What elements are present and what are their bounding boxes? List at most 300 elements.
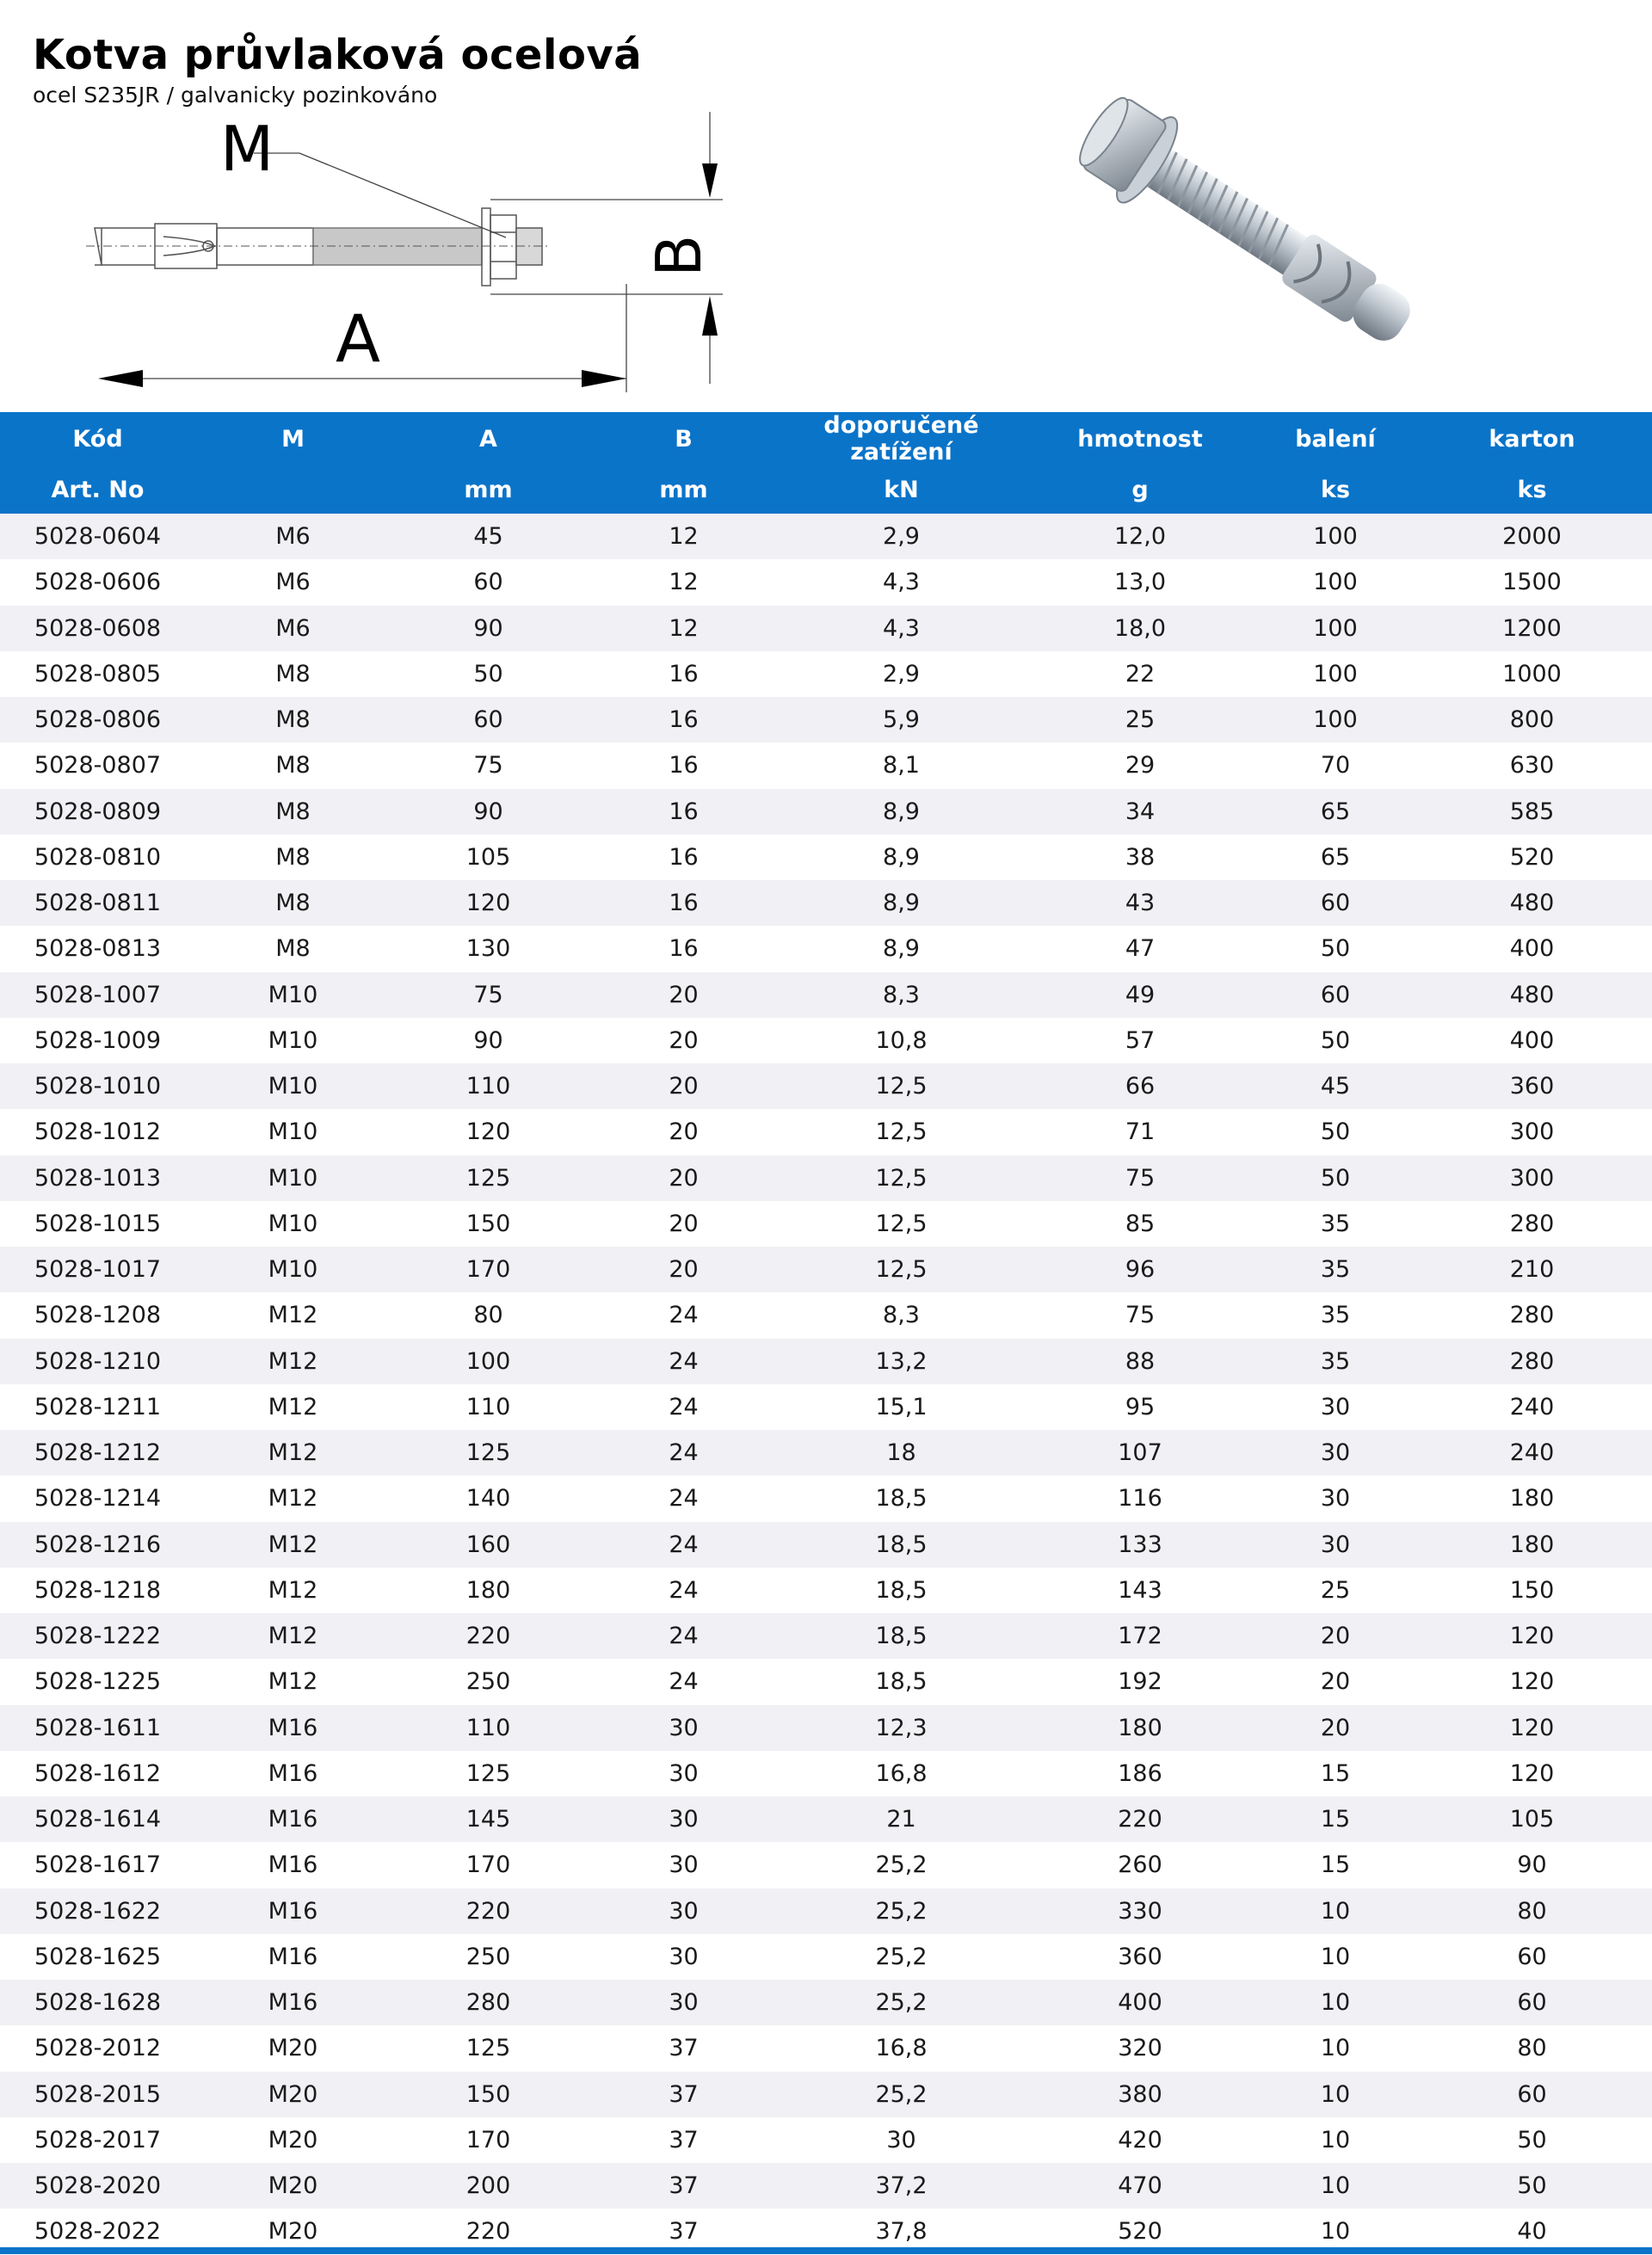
cell-packing: 35 bbox=[1320, 1347, 1351, 1375]
cell-weight: 520 bbox=[1118, 2218, 1162, 2246]
cell-packing: 20 bbox=[1320, 1623, 1351, 1650]
cell-carton: 105 bbox=[1509, 1806, 1555, 1833]
cell-weight: 38 bbox=[1125, 843, 1156, 871]
cell-load: 12,5 bbox=[875, 1073, 928, 1100]
cell-load: 4,3 bbox=[883, 614, 920, 642]
cell-carton: 1500 bbox=[1502, 569, 1562, 596]
cell-packing: 35 bbox=[1320, 1302, 1351, 1329]
table-row bbox=[0, 606, 1652, 651]
diagram-label-a: A bbox=[336, 300, 380, 377]
cell-a: 80 bbox=[473, 1302, 503, 1329]
cell-weight: 29 bbox=[1125, 752, 1156, 779]
cell-code: 5028-1218 bbox=[34, 1576, 162, 1604]
cell-carton: 585 bbox=[1509, 798, 1555, 825]
cell-b: 24 bbox=[669, 1576, 699, 1604]
table-row bbox=[0, 1201, 1652, 1247]
header-b-unit: mm bbox=[659, 476, 708, 503]
cell-b: 30 bbox=[669, 1759, 699, 1787]
cell-b: 16 bbox=[669, 890, 699, 917]
table-row bbox=[0, 972, 1652, 1018]
cell-weight: 88 bbox=[1125, 1347, 1156, 1375]
table-row bbox=[0, 1659, 1652, 1704]
cell-m: M6 bbox=[275, 614, 311, 642]
cell-a: 180 bbox=[465, 1576, 511, 1604]
cell-load: 25,2 bbox=[875, 1989, 928, 2017]
cell-load: 37,2 bbox=[875, 2172, 928, 2200]
cell-a: 125 bbox=[465, 2035, 511, 2062]
header-row-top bbox=[0, 412, 1652, 465]
cell-packing: 10 bbox=[1320, 2080, 1351, 2108]
table-row bbox=[0, 1705, 1652, 1751]
header-m-unit bbox=[195, 465, 391, 514]
cell-load: 18,5 bbox=[875, 1668, 928, 1696]
cell-a: 90 bbox=[473, 798, 503, 825]
cell-b: 24 bbox=[669, 1531, 699, 1558]
cell-a: 220 bbox=[465, 1623, 511, 1650]
cell-carton: 1000 bbox=[1502, 660, 1562, 687]
header-weight-unit: g bbox=[1131, 476, 1149, 503]
cell-weight: 172 bbox=[1118, 1623, 1162, 1650]
header-load: doporučené zatížení bbox=[823, 412, 979, 465]
cell-carton: 50 bbox=[1517, 2172, 1547, 2200]
cell-weight: 96 bbox=[1125, 1256, 1156, 1284]
cell-a: 150 bbox=[465, 2080, 511, 2108]
cell-code: 5028-2020 bbox=[34, 2172, 162, 2200]
cell-packing: 30 bbox=[1320, 1531, 1351, 1558]
cell-code: 5028-0810 bbox=[34, 843, 162, 871]
cell-b: 30 bbox=[669, 1989, 699, 2017]
cell-packing: 50 bbox=[1320, 935, 1351, 963]
page-subtitle: ocel S235JR / galvanicky pozinkováno bbox=[33, 83, 438, 108]
table-row bbox=[0, 789, 1652, 835]
cell-m: M16 bbox=[268, 1851, 318, 1879]
table-row bbox=[0, 1476, 1652, 1521]
cell-m: M16 bbox=[268, 1943, 318, 1970]
cell-a: 110 bbox=[465, 1714, 511, 1741]
cell-weight: 75 bbox=[1125, 1164, 1156, 1192]
cell-load: 8,1 bbox=[883, 752, 920, 779]
cell-a: 45 bbox=[473, 523, 503, 551]
cell-code: 5028-1012 bbox=[34, 1118, 162, 1146]
cell-weight: 143 bbox=[1118, 1576, 1162, 1604]
cell-weight: 12,0 bbox=[1113, 523, 1167, 551]
cell-packing: 100 bbox=[1313, 660, 1358, 687]
cell-weight: 85 bbox=[1125, 1210, 1156, 1237]
cell-weight: 260 bbox=[1118, 1851, 1162, 1879]
cell-code: 5028-0807 bbox=[34, 752, 162, 779]
cell-a: 280 bbox=[465, 1989, 511, 2017]
cell-m: M12 bbox=[268, 1531, 318, 1558]
table-row bbox=[0, 2117, 1652, 2163]
cell-a: 90 bbox=[473, 614, 503, 642]
cell-code: 5028-1007 bbox=[34, 981, 162, 1008]
cell-code: 5028-1015 bbox=[34, 1210, 162, 1237]
header-a: A bbox=[479, 425, 497, 453]
cell-weight: 75 bbox=[1125, 1302, 1156, 1329]
cell-weight: 116 bbox=[1118, 1485, 1162, 1513]
table-row bbox=[0, 559, 1652, 605]
cell-b: 20 bbox=[669, 1073, 699, 1100]
cell-code: 5028-1612 bbox=[34, 1759, 162, 1787]
header-m: M bbox=[281, 425, 305, 453]
cell-a: 105 bbox=[465, 843, 511, 871]
cell-m: M8 bbox=[275, 660, 311, 687]
table-row bbox=[0, 1888, 1652, 1934]
cell-b: 24 bbox=[669, 1485, 699, 1513]
table-row bbox=[0, 651, 1652, 697]
cell-m: M10 bbox=[268, 1118, 318, 1146]
table-row bbox=[0, 742, 1652, 788]
cell-m: M12 bbox=[268, 1393, 318, 1420]
table-row bbox=[0, 1339, 1652, 1384]
cell-m: M8 bbox=[275, 843, 311, 871]
cell-a: 125 bbox=[465, 1439, 511, 1467]
cell-carton: 80 bbox=[1517, 2035, 1547, 2062]
cell-m: M8 bbox=[275, 706, 311, 734]
cell-a: 220 bbox=[465, 1897, 511, 1925]
cell-load: 25,2 bbox=[875, 1943, 928, 1970]
cell-packing: 100 bbox=[1313, 523, 1358, 551]
header-load-unit: kN bbox=[884, 476, 919, 503]
cell-weight: 25 bbox=[1125, 706, 1156, 734]
cell-code: 5028-1208 bbox=[34, 1302, 162, 1329]
header-carton-unit: ks bbox=[1517, 476, 1547, 503]
cell-load: 18,5 bbox=[875, 1576, 928, 1604]
cell-m: M8 bbox=[275, 890, 311, 917]
cell-weight: 133 bbox=[1118, 1531, 1162, 1558]
cell-code: 5028-2012 bbox=[34, 2035, 162, 2062]
cell-carton: 630 bbox=[1509, 752, 1555, 779]
cell-b: 30 bbox=[669, 1851, 699, 1879]
cell-packing: 100 bbox=[1313, 569, 1358, 596]
cell-m: M16 bbox=[268, 1806, 318, 1833]
cell-b: 37 bbox=[669, 2126, 699, 2153]
cell-code: 5028-0811 bbox=[34, 890, 162, 917]
cell-b: 20 bbox=[669, 1118, 699, 1146]
cell-packing: 35 bbox=[1320, 1256, 1351, 1284]
cell-packing: 20 bbox=[1320, 1714, 1351, 1741]
cell-code: 5028-1216 bbox=[34, 1531, 162, 1558]
cell-code: 5028-0809 bbox=[34, 798, 162, 825]
cell-carton: 240 bbox=[1509, 1439, 1555, 1467]
cell-packing: 30 bbox=[1320, 1485, 1351, 1513]
cell-a: 170 bbox=[465, 2126, 511, 2153]
cell-load: 18 bbox=[886, 1439, 916, 1467]
cell-code: 5028-0608 bbox=[34, 614, 162, 642]
cell-code: 5028-0604 bbox=[34, 523, 162, 551]
cell-carton: 80 bbox=[1517, 1897, 1547, 1925]
cell-load: 8,9 bbox=[883, 843, 920, 871]
table-row bbox=[0, 1063, 1652, 1109]
cell-weight: 420 bbox=[1118, 2126, 1162, 2153]
table-row bbox=[0, 1934, 1652, 1980]
cell-b: 37 bbox=[669, 2218, 699, 2246]
cell-a: 140 bbox=[465, 1485, 511, 1513]
table-row bbox=[0, 1292, 1652, 1338]
cell-packing: 70 bbox=[1320, 752, 1351, 779]
cell-load: 8,3 bbox=[883, 981, 920, 1008]
cell-a: 130 bbox=[465, 935, 511, 963]
cell-code: 5028-1225 bbox=[34, 1668, 162, 1696]
page-title: Kotva průvlaková ocelová bbox=[33, 31, 643, 79]
cell-carton: 400 bbox=[1509, 935, 1555, 963]
header-carton: karton bbox=[1489, 425, 1575, 453]
cell-carton: 120 bbox=[1509, 1759, 1555, 1787]
cell-load: 25,2 bbox=[875, 1851, 928, 1879]
cell-m: M20 bbox=[268, 2126, 318, 2153]
cell-packing: 45 bbox=[1320, 1073, 1351, 1100]
header-b: B bbox=[675, 425, 693, 453]
cell-weight: 400 bbox=[1118, 1989, 1162, 2017]
cell-m: M20 bbox=[268, 2035, 318, 2062]
cell-carton: 280 bbox=[1509, 1347, 1555, 1375]
cell-b: 37 bbox=[669, 2035, 699, 2062]
cell-b: 16 bbox=[669, 843, 699, 871]
table-row bbox=[0, 1155, 1652, 1201]
cell-load: 12,5 bbox=[875, 1118, 928, 1146]
cell-b: 20 bbox=[669, 1164, 699, 1192]
cell-weight: 360 bbox=[1118, 1943, 1162, 1970]
cell-weight: 192 bbox=[1118, 1668, 1162, 1696]
cell-a: 75 bbox=[473, 752, 503, 779]
table-row bbox=[0, 697, 1652, 742]
cell-a: 250 bbox=[465, 1668, 511, 1696]
cell-weight: 107 bbox=[1118, 1439, 1162, 1467]
cell-a: 125 bbox=[465, 1759, 511, 1787]
cell-load: 5,9 bbox=[883, 706, 920, 734]
cell-b: 16 bbox=[669, 752, 699, 779]
table-row bbox=[0, 1522, 1652, 1568]
cell-a: 220 bbox=[465, 2218, 511, 2246]
cell-a: 110 bbox=[465, 1393, 511, 1420]
cell-load: 30 bbox=[886, 2126, 916, 2153]
diagram-label-b: B bbox=[643, 234, 715, 277]
cell-load: 18,5 bbox=[875, 1531, 928, 1558]
cell-a: 170 bbox=[465, 1256, 511, 1284]
cell-a: 120 bbox=[465, 890, 511, 917]
cell-packing: 20 bbox=[1320, 1668, 1351, 1696]
cell-code: 5028-1222 bbox=[34, 1623, 162, 1650]
product-table bbox=[0, 412, 1652, 2255]
cell-carton: 280 bbox=[1509, 1302, 1555, 1329]
cell-load: 12,5 bbox=[875, 1164, 928, 1192]
cell-weight: 180 bbox=[1118, 1714, 1162, 1741]
cell-packing: 10 bbox=[1320, 2172, 1351, 2200]
cell-a: 75 bbox=[473, 981, 503, 1008]
table-row bbox=[0, 2163, 1652, 2209]
cell-code: 5028-1017 bbox=[34, 1256, 162, 1284]
cell-weight: 95 bbox=[1125, 1393, 1156, 1420]
cell-code: 5028-2017 bbox=[34, 2126, 162, 2153]
cell-m: M16 bbox=[268, 1897, 318, 1925]
cell-carton: 180 bbox=[1509, 1485, 1555, 1513]
cell-carton: 300 bbox=[1509, 1118, 1555, 1146]
anchor-product-photo bbox=[998, 69, 1480, 379]
table-row bbox=[0, 1796, 1652, 1842]
cell-packing: 60 bbox=[1320, 890, 1351, 917]
cell-code: 5028-1210 bbox=[34, 1347, 162, 1375]
cell-weight: 43 bbox=[1125, 890, 1156, 917]
cell-m: M10 bbox=[268, 981, 318, 1008]
cell-load: 18,5 bbox=[875, 1623, 928, 1650]
table-row bbox=[0, 1980, 1652, 2025]
cell-packing: 10 bbox=[1320, 1897, 1351, 1925]
cell-carton: 120 bbox=[1509, 1714, 1555, 1741]
cell-a: 200 bbox=[465, 2172, 511, 2200]
cell-packing: 50 bbox=[1320, 1118, 1351, 1146]
cell-packing: 10 bbox=[1320, 1943, 1351, 1970]
cell-packing: 15 bbox=[1320, 1759, 1351, 1787]
header-a-unit: mm bbox=[464, 476, 513, 503]
cell-a: 50 bbox=[473, 660, 503, 687]
table-row bbox=[0, 1430, 1652, 1476]
cell-carton: 150 bbox=[1509, 1576, 1555, 1604]
cell-weight: 34 bbox=[1125, 798, 1156, 825]
table-row bbox=[0, 1109, 1652, 1155]
cell-load: 16,8 bbox=[875, 2035, 928, 2062]
cell-code: 5028-0805 bbox=[34, 660, 162, 687]
cell-b: 16 bbox=[669, 706, 699, 734]
cell-carton: 480 bbox=[1509, 981, 1555, 1008]
cell-a: 125 bbox=[465, 1164, 511, 1192]
cell-m: M16 bbox=[268, 1714, 318, 1741]
cell-weight: 220 bbox=[1118, 1806, 1162, 1833]
cell-code: 5028-1013 bbox=[34, 1164, 162, 1192]
cell-b: 30 bbox=[669, 1714, 699, 1741]
cell-packing: 35 bbox=[1320, 1210, 1351, 1237]
cell-packing: 30 bbox=[1320, 1439, 1351, 1467]
table-row bbox=[0, 1568, 1652, 1613]
cell-code: 5028-1622 bbox=[34, 1897, 162, 1925]
cell-m: M12 bbox=[268, 1439, 318, 1467]
cell-packing: 15 bbox=[1320, 1851, 1351, 1879]
cell-carton: 2000 bbox=[1502, 523, 1562, 551]
cell-m: M6 bbox=[275, 569, 311, 596]
cell-b: 24 bbox=[669, 1439, 699, 1467]
cell-a: 250 bbox=[465, 1943, 511, 1970]
cell-b: 30 bbox=[669, 1806, 699, 1833]
cell-load: 15,1 bbox=[875, 1393, 928, 1420]
cell-code: 5028-1211 bbox=[34, 1393, 162, 1420]
cell-m: M10 bbox=[268, 1164, 318, 1192]
table-row bbox=[0, 1842, 1652, 1888]
cell-b: 24 bbox=[669, 1393, 699, 1420]
cell-packing: 60 bbox=[1320, 981, 1351, 1008]
cell-b: 12 bbox=[669, 523, 699, 551]
cell-weight: 186 bbox=[1118, 1759, 1162, 1787]
cell-packing: 15 bbox=[1320, 1806, 1351, 1833]
cell-code: 5028-2015 bbox=[34, 2080, 162, 2108]
cell-m: M10 bbox=[268, 1073, 318, 1100]
table-header bbox=[0, 412, 1652, 514]
cell-carton: 60 bbox=[1517, 2080, 1547, 2108]
cell-packing: 65 bbox=[1320, 798, 1351, 825]
cell-b: 16 bbox=[669, 798, 699, 825]
cell-a: 100 bbox=[465, 1347, 511, 1375]
diagram-label-m: M bbox=[220, 113, 274, 185]
table-row bbox=[0, 1018, 1652, 1063]
cell-b: 24 bbox=[669, 1302, 699, 1329]
cell-weight: 320 bbox=[1118, 2035, 1162, 2062]
table-row bbox=[0, 1384, 1652, 1430]
cell-packing: 10 bbox=[1320, 2035, 1351, 2062]
cell-b: 30 bbox=[669, 1897, 699, 1925]
cell-m: M16 bbox=[268, 1759, 318, 1787]
cell-carton: 90 bbox=[1517, 1851, 1547, 1879]
cell-code: 5028-1617 bbox=[34, 1851, 162, 1879]
cell-a: 145 bbox=[465, 1806, 511, 1833]
cell-code: 5028-1628 bbox=[34, 1989, 162, 2017]
cell-b: 24 bbox=[669, 1347, 699, 1375]
cell-code: 5028-1625 bbox=[34, 1943, 162, 1970]
cell-code: 5028-0813 bbox=[34, 935, 162, 963]
cell-a: 160 bbox=[465, 1531, 511, 1558]
cell-code: 5028-1009 bbox=[34, 1026, 162, 1054]
cell-a: 60 bbox=[473, 706, 503, 734]
cell-load: 13,2 bbox=[875, 1347, 928, 1375]
cell-load: 12,5 bbox=[875, 1210, 928, 1237]
cell-b: 16 bbox=[669, 660, 699, 687]
table-row bbox=[0, 835, 1652, 880]
cell-load: 8,9 bbox=[883, 798, 920, 825]
cell-weight: 18,0 bbox=[1113, 614, 1167, 642]
cell-carton: 120 bbox=[1509, 1623, 1555, 1650]
cell-m: M16 bbox=[268, 1989, 318, 2017]
bottom-accent-bar bbox=[0, 2247, 1652, 2254]
cell-m: M20 bbox=[268, 2172, 318, 2200]
cell-load: 4,3 bbox=[883, 569, 920, 596]
cell-m: M8 bbox=[275, 798, 311, 825]
cell-a: 120 bbox=[465, 1118, 511, 1146]
cell-m: M6 bbox=[275, 523, 311, 551]
cell-packing: 30 bbox=[1320, 1393, 1351, 1420]
cell-b: 12 bbox=[669, 569, 699, 596]
cell-code: 5028-1614 bbox=[34, 1806, 162, 1833]
cell-carton: 280 bbox=[1509, 1210, 1555, 1237]
cell-a: 90 bbox=[473, 1026, 503, 1054]
cell-weight: 470 bbox=[1118, 2172, 1162, 2200]
cell-b: 12 bbox=[669, 614, 699, 642]
cell-carton: 210 bbox=[1509, 1256, 1555, 1284]
cell-code: 5028-1611 bbox=[34, 1714, 162, 1741]
header-packing-unit: ks bbox=[1320, 476, 1351, 503]
cell-carton: 480 bbox=[1509, 890, 1555, 917]
cell-load: 16,8 bbox=[875, 1759, 928, 1787]
cell-code: 5028-0606 bbox=[34, 569, 162, 596]
anchor-dimension-diagram bbox=[86, 112, 740, 396]
cell-m: M10 bbox=[268, 1210, 318, 1237]
cell-code: 5028-1212 bbox=[34, 1439, 162, 1467]
cell-carton: 360 bbox=[1509, 1073, 1555, 1100]
cell-load: 25,2 bbox=[875, 2080, 928, 2108]
cell-load: 18,5 bbox=[875, 1485, 928, 1513]
cell-load: 25,2 bbox=[875, 1897, 928, 1925]
cell-carton: 1200 bbox=[1502, 614, 1562, 642]
cell-m: M12 bbox=[268, 1485, 318, 1513]
cell-carton: 50 bbox=[1517, 2126, 1547, 2153]
cell-packing: 65 bbox=[1320, 843, 1351, 871]
cell-packing: 10 bbox=[1320, 2126, 1351, 2153]
table-row bbox=[0, 1613, 1652, 1659]
cell-carton: 60 bbox=[1517, 1989, 1547, 2017]
cell-a: 150 bbox=[465, 1210, 511, 1237]
cell-m: M8 bbox=[275, 935, 311, 963]
cell-carton: 240 bbox=[1509, 1393, 1555, 1420]
cell-m: M12 bbox=[268, 1347, 318, 1375]
cell-load: 2,9 bbox=[883, 660, 920, 687]
cell-load: 2,9 bbox=[883, 523, 920, 551]
table-row bbox=[0, 2072, 1652, 2117]
